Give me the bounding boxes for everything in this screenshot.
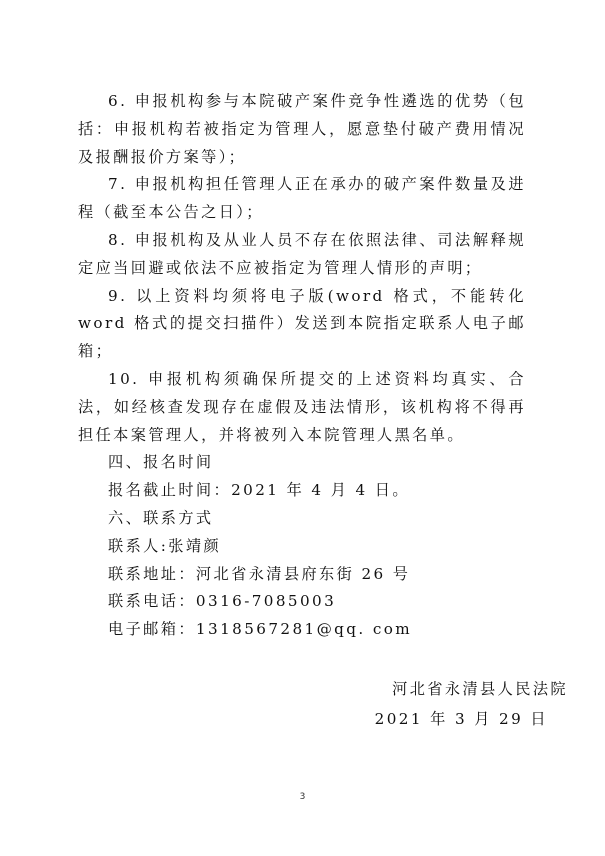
contact-email: 电子邮箱：1318567281@qq. com [108, 620, 413, 639]
registration-deadline: 报名截止时间：2021 年 4 月 4 日。 [108, 481, 410, 500]
section-heading-registration-time: 四、报名时间 [108, 453, 214, 472]
item-10-authenticity: 10. 申报机构须确保所提交的上述资料均真实、合法，如经核查发现存在虚假及违法情形，该机构将不得再担任本案管理人，并将被列入本院管理人黑名单。 [78, 369, 526, 444]
signature-date: 2021 年 3 月 29 日 [374, 710, 548, 728]
page-number: 3 [299, 792, 306, 802]
item-9-electronic-submission: 9. 以上资料均须将电子版(word 格式，不能转化 word 格式的提交扫描件）发送到本院指定联系人电子邮箱； [78, 286, 526, 361]
signature-organization: 河北省永清县人民法院 [392, 680, 568, 698]
item-6-advantages: 6. 申报机构参与本院破产案件竞争性遴选的优势（包括：申报机构若被指定为管理人，愿意垫付破产费用情况及报酬报价方案等）； [78, 92, 526, 166]
section-heading-contact: 六、联系方式 [108, 508, 214, 527]
item-7-cases-in-progress: 7. 申报机构担任管理人正在承办的破产案件数量及进程（截至本公告之日）； [78, 175, 526, 222]
item-8-declaration: 8. 申报机构及从业人员不存在依照法律、司法解释规定应当回避或依法不应被指定为管理人情形的声明； [78, 230, 526, 277]
contact-address: 联系地址：河北省永清县府东街 26 号 [108, 564, 411, 583]
contact-person: 联系人:张靖颜 [108, 536, 222, 555]
contact-phone: 联系电话：0316-7085003 [108, 592, 337, 611]
document-body [78, 88, 526, 644]
